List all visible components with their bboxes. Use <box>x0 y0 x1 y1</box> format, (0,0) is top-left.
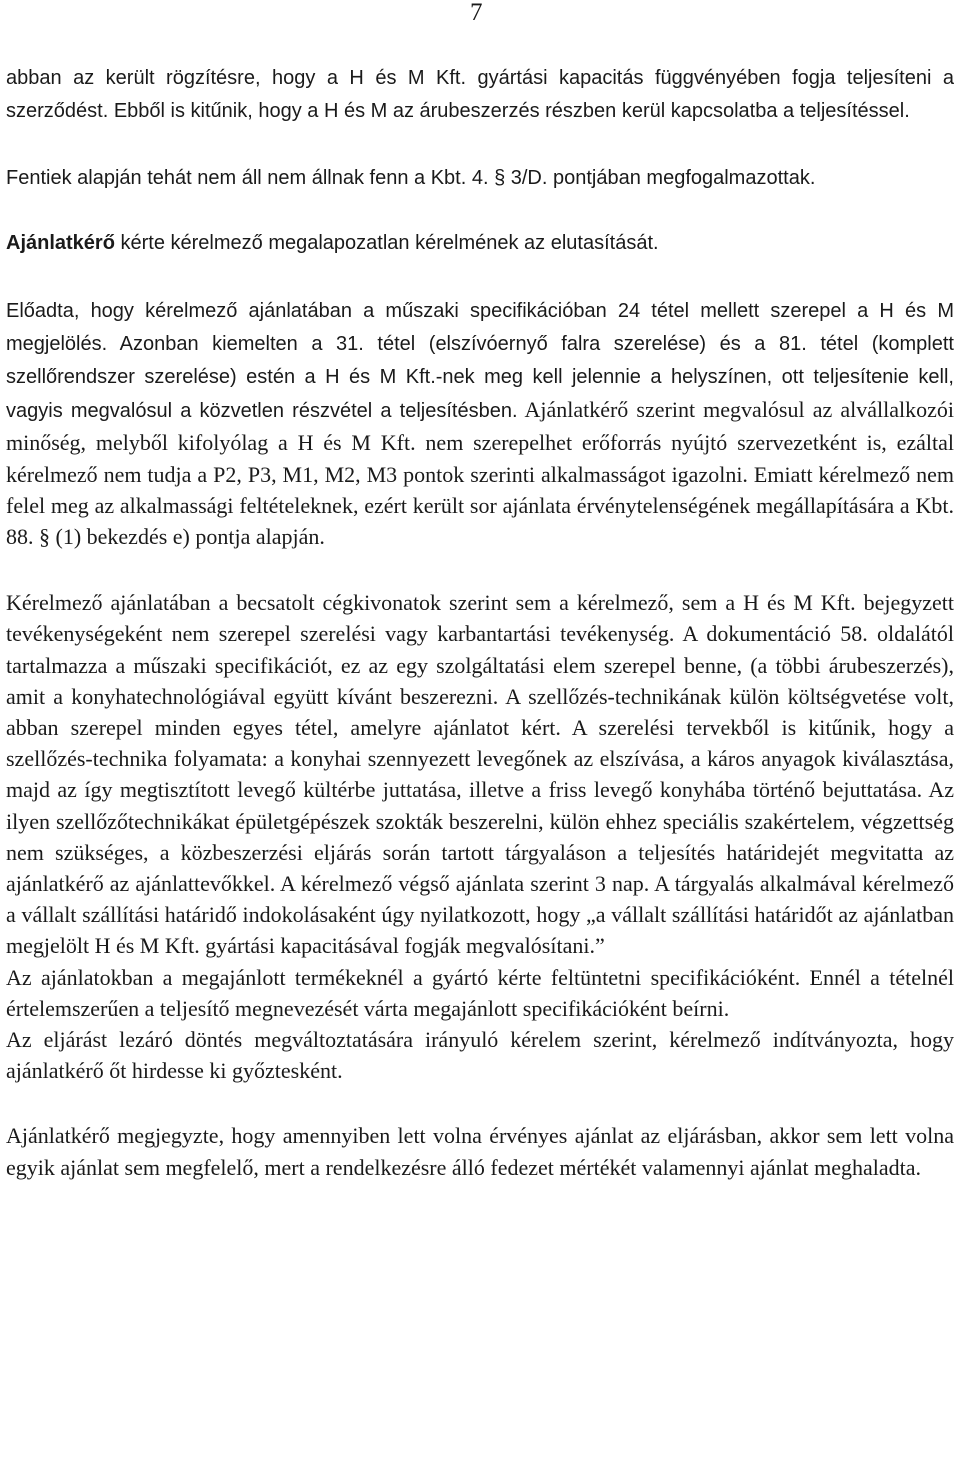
paragraph-capacity: abban az került rögzítésre, hogy a H és M Kft. gyártási kapacitás függvényében fogja teljesíteni a szerződést. Ebből is kitűnik, hogy a H és M az árubeszerzés részben kerül kapcsolatba a teljesítéssel. <box>6 67 954 122</box>
paragraph-conclusion: Fentiek alapján tehát nem áll nem állnak fenn a Kbt. 4. § 3/D. pontjában megfogalmazottak. <box>6 166 816 189</box>
paragraph-argument <box>6 295 954 552</box>
paragraph-argument-sans: Előadta, hogy kérelmező ajánlatában a műszaki specifikációban 24 tétel mellett szerepel a H és M megjelölés. Azonban kiemelten a 31. tétel (elszívóernyő falra szerelése) és a 81. tétel (komplett szellőrendszer szerelése) estén a H és M Kft.-nek meg kell jelennie a helyszínen, ott teljesítenie kell, vagyis megvalósul a közvetlen részvétel a teljesítésben. <box>6 300 954 422</box>
paragraph-request-rejection <box>6 227 954 260</box>
paragraph-argument-serif: Ajánlatkérő szerint megvalósul az alvállalkozói minőség, melyből kifolyólag a H és M Kft. nem szerepelhet erőforrás nyújtó szervezetként is, ezáltal kérelmező nem tudja a P2, P3, M1, M2, M3 pontok szerinti alkalmasságot igazolni. Emiatt kérelmező nem felel meg az alkalmassági feltételeknek, ezért került sor ajánlata érvénytelenségének megállapítására a Kbt. 88. § (1) bekezdés e) pontja alapján. <box>6 396 955 549</box>
paragraph-registered-activities: Kérelmező ajánlatában a becsatolt cégkivonatok szerint sem a kérelmező, sem a H és M Kft. bejegyzett tevékenységeként nem szerepel szerelési vagy karbantartási tevékenység. A dokumentáció 58. oldalától tartalmazza a műszaki specifikációt, ez az egy szolgáltatási elem szerepel benne, (a többi árubeszerzés), amit a konyhatechnológiával együtt kívánt beszerezni. A szellőzés-technikának külön költségvetése volt, abban szerepel minden egyes tétel, amelyre ajánlatot kért. A szerelési tervekből is kitűnik, hogy a szellőzés-technika folyamata: a konyhai szennyezett levegőnek az elszívása, a káros anyagok kiválasztása, majd az így megtisztított levegő kültérbe juttatása, illetve a friss levegő konyhába történő bejuttatása. Az ilyen szellőzőtechnikákat épületgépészek szokták beszerelni, külön ehhez speciális szakértelem, végzettség nem szükséges, a közbeszerzési eljárás során tartott tárgyaláson a teljesítés határidejét megvitatta az ajánlatkérő az ajánlattevőkkel. A kérelmező végső ajánlata szerint 3 nap. A tárgyalás alkalmával kérelmező a vállalt szállítási határidő indokolásaként úgy nyilatkozott, hogy „a vállalt szállítási határidőt az ajánlatban megjelölt H és M Kft. gyártási kapacitásával fogják megvalósítani.” <box>6 590 954 959</box>
paragraph-specification: Az ajánlatokban a megajánlott termékeknél a gyártó kérte feltüntetni specifikációként. Ennél a tételnél értelemszerűen a teljesítő megnevezését várta megajánlott specifikációként beírni. <box>6 964 954 1021</box>
paragraph-motion: Az eljárást lezáró döntés megváltoztatására irányuló kérelem szerint, kérelmező indítványozta, hogy ajánlatkérő őt hirdesse ki győztesként. <box>6 1027 954 1084</box>
document-body <box>6 62 954 1218</box>
page-number: 7 <box>470 0 483 26</box>
paragraph-request-rejection-text: kérte kérelmező megalapozatlan kérelmének az elutasítását. <box>114 232 659 255</box>
party-name-bold: Ajánlatkérő <box>6 232 115 255</box>
paragraph-coverage: Ajánlatkérő megjegyzte, hogy amennyiben lett volna érvényes ajánlat az eljárásban, akkor sem lett volna egyik ajánlat sem megfelelő, mert a rendelkezésre álló fedezet mértékét valamennyi ajánlat meghaladta. <box>6 1123 954 1180</box>
